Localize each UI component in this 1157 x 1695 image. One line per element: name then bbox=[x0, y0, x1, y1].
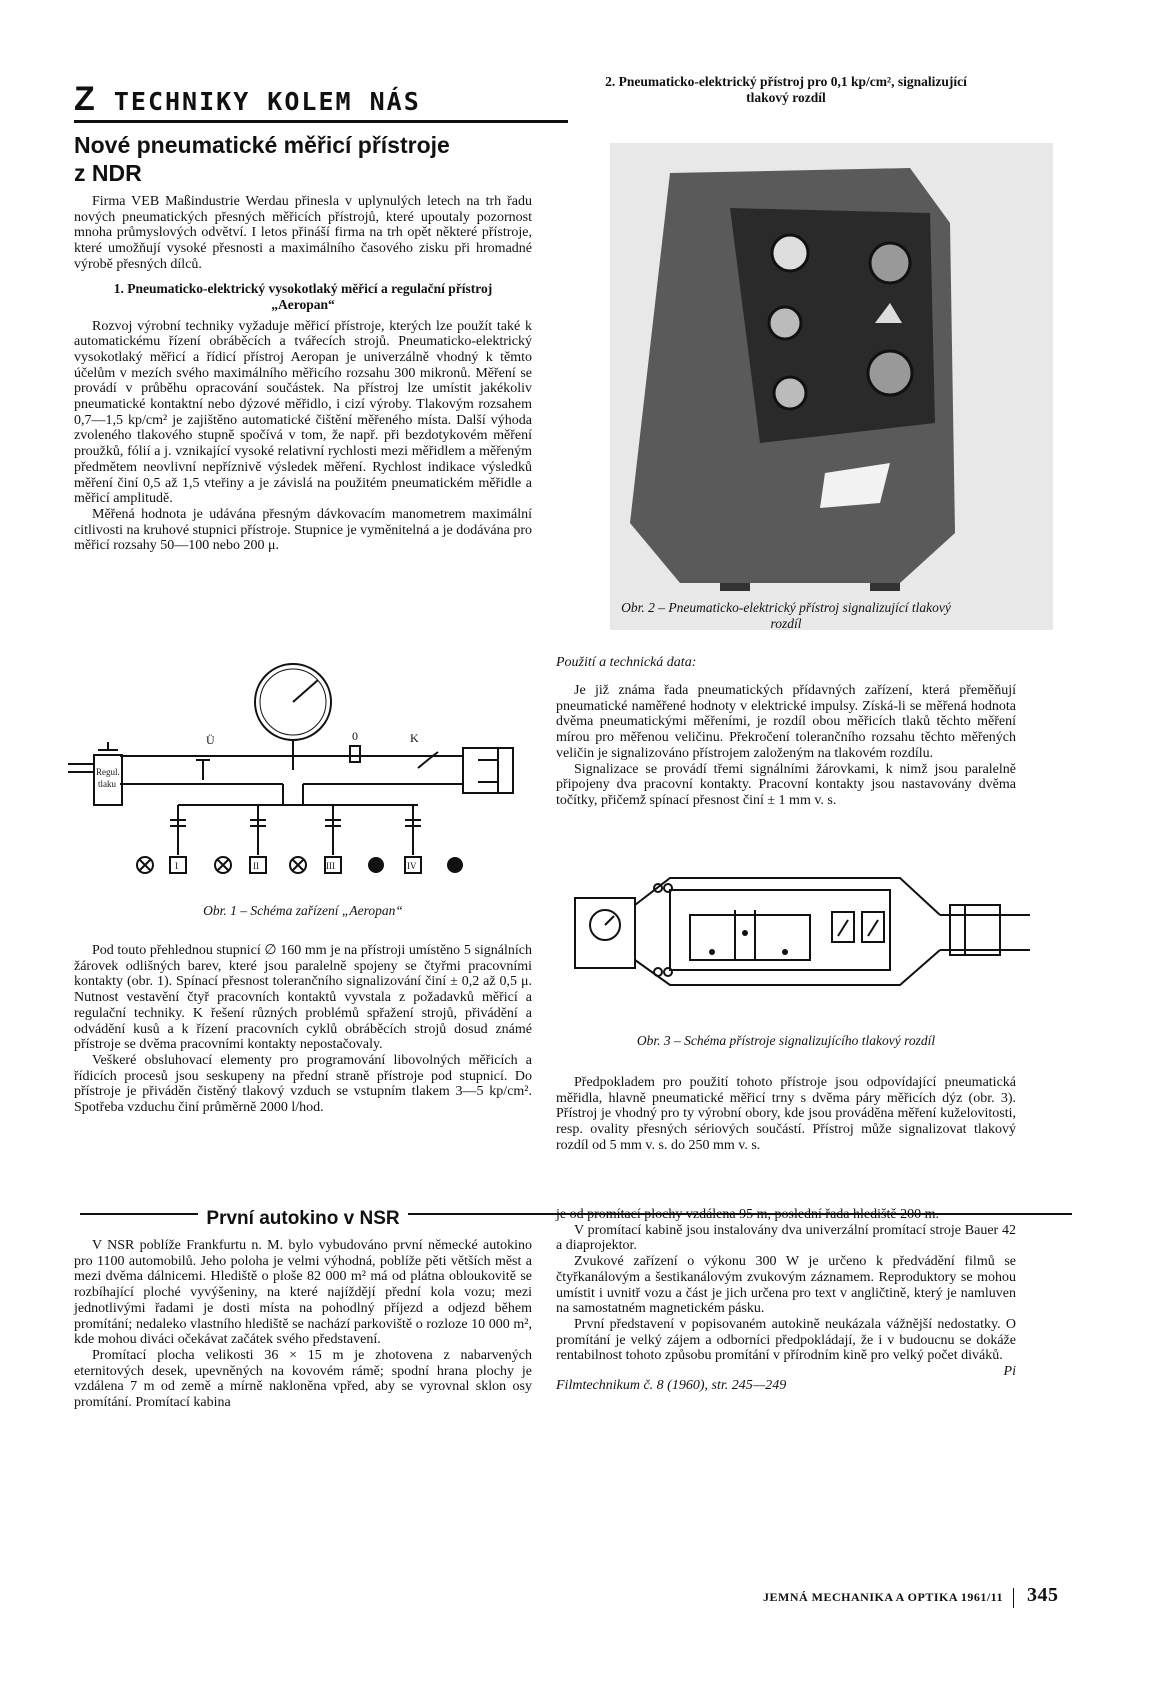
page-footer bbox=[763, 1584, 1059, 1608]
article2-paragraph-3: je od promítací plochy vzdálena 95 m, poslední řada hlediště 200 m. bbox=[556, 1207, 939, 1222]
left-column-upper bbox=[74, 194, 532, 554]
article2-title-box bbox=[74, 1205, 532, 1233]
article2-paragraph-6 bbox=[556, 1316, 1016, 1380]
article2-paragraph-2: Promítací plocha velikosti 36 × 15 m je zhotovena z nabarvených eternitových desek, upevněných na kovovém rámě; spodní hrana plochy je vzdálena 7 m od země a mírně nakloněna vpřed, aby se vyrovnal sklon osy promítání. Promítací kabina bbox=[74, 1347, 532, 1411]
footer-separator bbox=[1013, 1588, 1014, 1608]
article1-title-line2: z NDR bbox=[74, 160, 142, 186]
figure-3-schematic bbox=[570, 870, 1030, 990]
heading-2 bbox=[556, 74, 1016, 106]
left-column-lower bbox=[74, 943, 532, 1116]
fig1-label-reg2: tlaku bbox=[98, 779, 116, 789]
page-number: 345 bbox=[1027, 1584, 1059, 1606]
figure-1-schematic bbox=[58, 660, 538, 890]
right-column-upper bbox=[556, 683, 1016, 809]
fig1-label-r3: III bbox=[326, 861, 335, 871]
figure-2-caption-line2: rozdíl bbox=[770, 616, 802, 631]
fig1-label-k: K bbox=[410, 731, 419, 745]
article2-paragraph-6-text: První představení v popisovaném autokině neukázala vážnější nedostatky. O promítání je velký zájem a odborníci předpokládají, že i v budoucnu se dokáže rentabilnost tohoto způsobu promítání v přírodním kině pro velký počet diváků. bbox=[556, 1316, 1016, 1364]
heading-2-line2: tlakový rozdíl bbox=[746, 90, 826, 105]
right-column-lower bbox=[556, 1075, 1016, 1154]
fig1-label-reg1: Regul. bbox=[96, 767, 120, 777]
fig1-label-r1: I bbox=[175, 861, 178, 871]
paragraph-1: Rozvoj výrobní techniky vyžaduje měřicí přístroje, kterých lze použít také k automatickému řízení obráběcích a tvářecích strojů. Pneumaticko-elektrický vysokotlaký měřicí a řídicí přístroj Aeropan je univerzálně vhodný k těmto účelům v mezích svého maximálního měřicího rozsahu 300 mikronů. Měření se provádí v průběhu opracování součástek. Na přístroj lze umístit jakékoliv pneumatické kontaktní nebo dýzové měřidlo, i cizí výroby. Tlakovým rozsahem 0,7—1,5 kp/cm² je zajištěno automatické čištění měřeného místa. Další výhoda zvoleného tlakového stupně spočívá v tom, že např. při bezdotykovém měření proužků, fólií a j. vznikající vysoké relativní rychlosti mezi měřidlem a měřeným předmětem neovlivní nepříznivě výsledek měření. Rychlost indikace výsledků měření činí 0,5 až 1,5 vteřiny a je závislá na použitém pneumatickém měřidle a měřicí amplitudě. bbox=[74, 318, 532, 507]
article2-paragraph-4: V promítací kabině jsou instalovány dva univerzální promítací stroje Bauer 42 a diaprojektor. bbox=[556, 1222, 1016, 1254]
paragraph-3: Pod touto přehlednou stupnicí ∅ 160 mm je na přístroji umístěno 5 signálních žárovek odlišných barev, které jsou paralelně spojeny se čtyřmi pracovními kontakty (obr. 1). Spínací přesnost tolerančního signalizování činí ± 0,2 až 0,5 μ. Nutnost vestavění čtyř pracovních kontaktů vyvstala z požadavků měřicí a regulační techniky. K řešení různých problémů spřažení strojů, přivádění a odvádění kusů a k řízení pracovních cyklů obráběcích strojů dosud známé přístroje se dvěma pracovními kontakty nepostačovaly. bbox=[74, 943, 532, 1053]
article2-paragraph-1: V NSR poblíže Frankfurtu n. M. bylo vybudováno první německé autokino pro 1100 automobilů. Jeho poloha je velmi výhodná, poblíže pěti větších měst a mezi dvěma dálnicemi. Hlediště o ploše 82 000 m² má od plátna obloukovitě se rozbíhající ploché vyvýšeniny, na které najíždějí přední kola vozu; mezi jednotlivými řadami je dosti místa na pohodlný příjezd a odjezd během promítání; nedaleko vlastního hlediště se nachází parkoviště o rozloze 10 000 m², kde mohou diváci očekávat začátek svého představení. bbox=[74, 1238, 532, 1348]
fig1-label-o: 0 bbox=[352, 729, 358, 743]
journal-name: JEMNÁ MECHANIKA A OPTIKA 1961/11 bbox=[763, 1590, 1004, 1604]
heading-2-line1: 2. Pneumaticko-elektrický přístroj pro 0,1 kp/cm², signalizující bbox=[605, 74, 967, 89]
paragraph-6: Signalizace se provádí třemi signálními žárovkami, k nimž jsou paralelně připojeny dva pracovní kontakty. Pracovní kontakty jsou nastavovány dvěma točítky, přičemž spínací přesnost činí ± 1 mm v. s. bbox=[556, 761, 1016, 808]
paragraph-5: Je již známa řada pneumatických přídavných zařízení, která přeměňují pneumatické naměřené hodnoty v elektrické impulsy. Získá-li se měřená hodnota dvěma pneumatickými měřeními, je rozdíl obou měřicích tlaků těchto měření mírou pro měřenou veličinu. Překročení tolerančního rozsahu těchto měřených veličin je signalizováno přístrojem založeným na tlakovém rozdílu. bbox=[556, 683, 1016, 761]
usage-heading: Použití a technická data: bbox=[556, 655, 697, 670]
paragraph-4: Veškeré obsluhovací elementy pro programování libovolných měřicích a řídicích procesů jsou seskupeny na přední straně přístroje pod stupnicí. Do přístroje je přiváděn čistěný tlakový vzduch se vstupním tlakem 3—5 kp/cm². Spotřeba vzduchu činí průměrně 2000 l/hod. bbox=[74, 1052, 532, 1116]
heading-1-line2: „Aeropan“ bbox=[271, 296, 335, 312]
figure-3-caption: Obr. 3 – Schéma přístroje signalizujícího tlakový rozdíl bbox=[636, 1033, 936, 1048]
paragraph-2: Měřená hodnota je udávána přesným dávkovacím manometrem maximální citlivosti na kruhové stupnici přístroje. Stupnice je vyměnitelná a je dodávána pro měřicí rozsahy 50—100 nebo 200 μ. bbox=[74, 506, 532, 554]
heading-1-line1: 1. Pneumaticko-elektrický vysokotlaký měřicí a regulační přístroj bbox=[113, 280, 493, 296]
figure-2-caption-line1: Obr. 2 – Pneumaticko-elektrický přístroj signalizující tlakový bbox=[621, 600, 951, 615]
article2-left-column bbox=[74, 1238, 532, 1411]
article2-paragraph-5: Zvukové zařízení o výkonu 300 W je určeno k předvádění filmů se čtyřkanálovým a šestikanálovým zvukovým záznamem. Reproduktory se mohou umístit i uvnitř vozu a část je jich určena pro text v angličtině, který je namluven na samostatném magnetickém pásku. bbox=[556, 1254, 1016, 1317]
section-header bbox=[74, 80, 421, 119]
article2-source: Filmtechnikum č. 8 (1960), str. 245—249 bbox=[556, 1378, 787, 1394]
article2-title: První autokino v NSR bbox=[198, 1205, 407, 1233]
article1-title-line1: Nové pneumatické měřicí přístroje bbox=[74, 132, 450, 158]
fig1-label-r4: IV bbox=[407, 861, 417, 871]
paragraph-7: Předpokladem pro použití tohoto přístroje jsou odpovídající pneumatická měřidla, hlavně pneumatické měřicí trny s dvěma páry měřicích dýz (obr. 3). Přístroj je vhodný pro ty výrobní obory, kde jsou prováděna měření kuželovitosti, resp. ovality přesných sériových součástí. Přístroj může signalizovat tlakový rozdíl od 5 mm v. s. do 250 mm v. s. bbox=[556, 1075, 1016, 1153]
fig1-label-u: Ü bbox=[206, 733, 215, 747]
figure-2-photo bbox=[610, 143, 1053, 630]
figure-2-caption bbox=[556, 600, 1016, 632]
section-initial: Z bbox=[74, 80, 97, 118]
figure-1-caption: Obr. 1 – Schéma zařízení „Aeropan“ bbox=[203, 903, 403, 918]
article2-signature: Pi bbox=[1003, 1364, 1016, 1380]
fig1-label-r2: II bbox=[253, 861, 259, 871]
section-rule bbox=[74, 120, 568, 123]
article2-right-column bbox=[556, 1207, 1016, 1394]
article1-title bbox=[74, 131, 564, 187]
section-title: TECHNIKY KOLEM NÁS bbox=[113, 87, 421, 116]
intro-paragraph: Firma VEB Maßindustrie Werdau přinesla v uplynulých letech na trh řadu nových pneumatických přesných měřicích přístrojů, které upoutaly pozornost mnoha průmyslových odvětví. I letos přináší firma na trh opět některé přístroje, které umožňují vysoké přesnosti a maximálního časového zisku při hromadné výrobě přesných dílců. bbox=[74, 194, 532, 272]
